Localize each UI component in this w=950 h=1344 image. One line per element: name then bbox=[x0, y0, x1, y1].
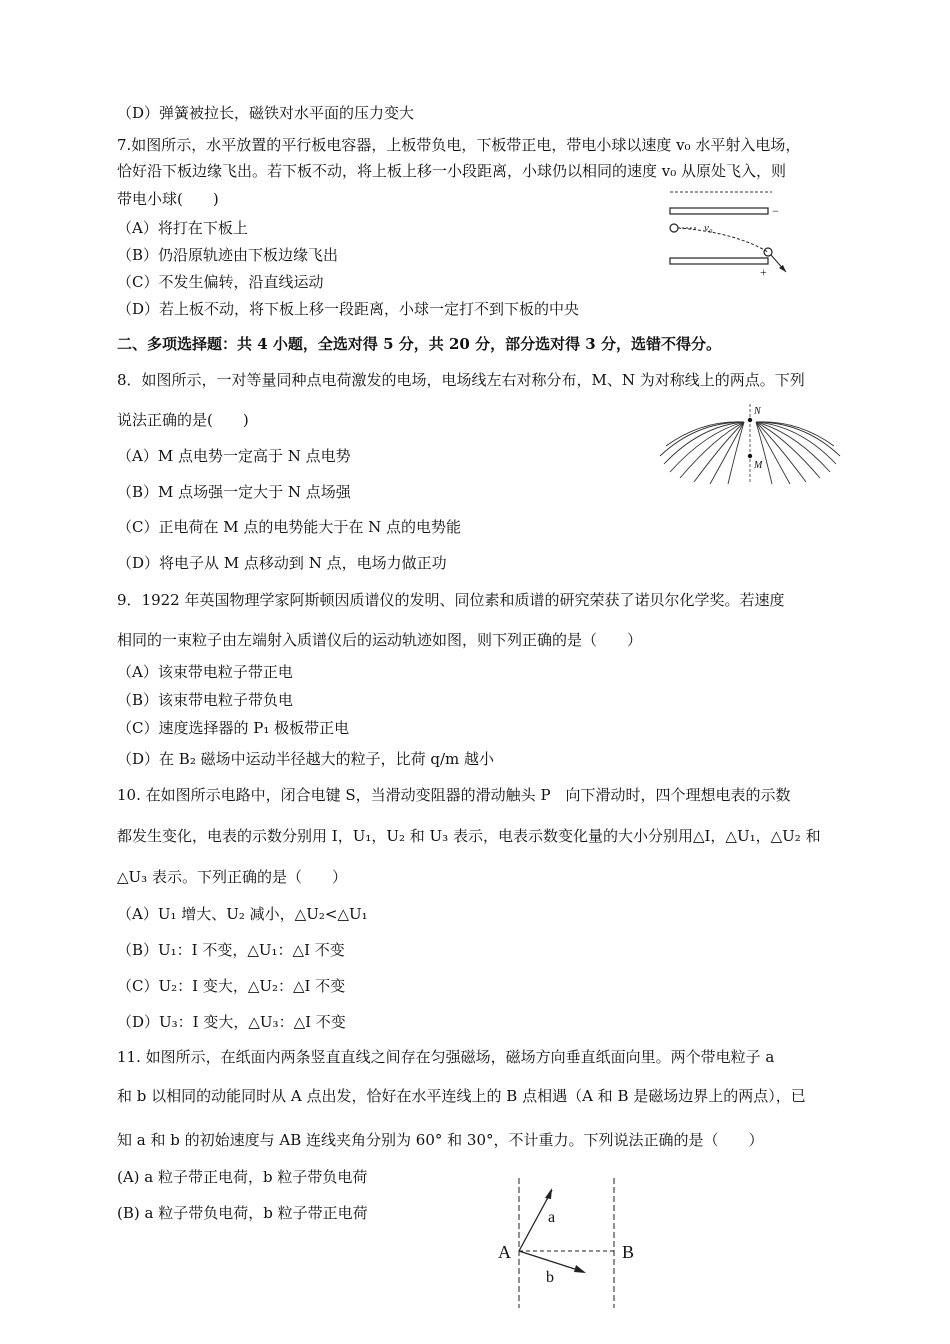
q8-option-c: （C）正电荷在 M 点的电势能大于在 N 点的电势能 bbox=[117, 518, 462, 536]
q11-stem-line-2: 和 b 以相同的动能同时从 A 点出发，恰好在水平连线上的 B 点相遇（A 和 B 是磁场边界上的两点），已 bbox=[117, 1087, 806, 1105]
section-2-heading: 二、多项选择题：共 4 小题，全选对得 5 分，共 20 分，部分选对得 3 分，选错不得分。 bbox=[117, 335, 721, 353]
q7-option-c: （C）不发生偏转，沿直线运动 bbox=[117, 273, 324, 291]
q10-stem-line-1: 10. 在如图所示电路中，闭合电键 S，当滑动变阻器的滑动触头 P 向下滑动时，四个理想电表的示数 bbox=[117, 786, 791, 804]
trajectory bbox=[678, 228, 768, 252]
q9-stem-line-2: 相同的一束粒子由左端射入质谱仪后的运动轨迹如图，则下列正确的是（ ） bbox=[117, 631, 643, 649]
q7-stem-line-1: 7.如图所示，水平放置的平行板电容器，上板带负电，下板带正电，带电小球以速度 v₀ 水平射入电场， bbox=[117, 136, 801, 154]
q10-option-b: （B）U₁：I 不变，△U₁：△I 不变 bbox=[117, 941, 345, 959]
q11-stem-line-3: 知 a 和 b 的初始速度与 AB 连线夹角分别为 60° 和 30°，不计重力。下列说法正确的是（ ） bbox=[117, 1131, 764, 1149]
label-b-vector: b bbox=[546, 1269, 554, 1286]
q6-option-d: （D）弹簧被拉长，磁铁对水平面的压力变大 bbox=[117, 104, 415, 122]
q11-stem-line-1: 11. 如图所示，在纸面内两条竖直直线之间存在匀强磁场，磁场方向垂直纸面向里。两个带电粒子 a bbox=[117, 1048, 775, 1066]
q7-option-b: （B）仍沿原轨迹由下板边缘飞出 bbox=[117, 246, 339, 264]
label-point-b: B bbox=[622, 1242, 635, 1262]
q9-option-a: （A）该束带电粒子带正电 bbox=[117, 663, 293, 681]
ball-at-edge bbox=[764, 248, 772, 256]
q7-option-d: （D）若上板不动，将下板上移一段距离，小球一定打不到下板的中央 bbox=[117, 300, 580, 318]
point-m bbox=[748, 454, 752, 458]
q9-option-d: （D）在 B₂ 磁场中运动半径越大的粒子，比荷 q/m 越小 bbox=[117, 750, 495, 768]
q7-option-a: （A）将打在下板上 bbox=[117, 219, 248, 237]
q10-option-c: （C）U₂：I 变大，△U₂：△I 不变 bbox=[117, 977, 346, 995]
v0-label: v₀ bbox=[704, 222, 713, 234]
label-point-a: A bbox=[498, 1242, 511, 1262]
upper-plate bbox=[670, 208, 768, 214]
field-lines-figure bbox=[656, 400, 846, 486]
q11-option-a: (A) a 粒子带正电荷，b 粒子带负电荷 bbox=[117, 1168, 368, 1186]
q9-option-c: （C）速度选择器的 P₁ 极板带正电 bbox=[117, 719, 350, 737]
q9-stem-line-1: 9．1922 年英国物理学家阿斯顿因质谱仪的发明、同位素和质谱的研究荣获了诺贝尔化学奖。若速度 bbox=[117, 591, 785, 609]
q8-stem-line-2: 说法正确的是( ) bbox=[117, 411, 249, 429]
q10-stem-line-3: △U₃ 表示。下列正确的是（ ） bbox=[117, 868, 347, 886]
q10-option-a: （A）U₁ 增大、U₂ 减小，△U₂<△U₁ bbox=[117, 905, 368, 923]
label-m: M bbox=[754, 460, 763, 471]
q9-option-b: （B）该束带电粒子带负电 bbox=[117, 691, 294, 709]
charged-ball bbox=[670, 224, 678, 232]
q10-stem-line-2: 都发生变化，电表的示数分别用 I，U₁，U₂ 和 U₃ 表示，电表示数变化量的大小分别用△I，△U₁，△U₂ 和 bbox=[117, 827, 821, 845]
q10-option-d: （D）U₃：I 变大，△U₃：△I 不变 bbox=[117, 1013, 346, 1031]
q8-stem-line-1: 8．如图所示，一对等量同种点电荷激发的电场，电场线左右对称分布，M、N 为对称线上的两点。下列 bbox=[117, 371, 805, 389]
q7-stem-line-3: 带电小球( ) bbox=[117, 190, 219, 208]
plus-sign: + bbox=[760, 265, 767, 278]
q8-option-d: （D）将电子从 M 点移动到 N 点，电场力做正功 bbox=[117, 554, 447, 572]
q8-option-b: （B）M 点场强一定大于 N 点场强 bbox=[117, 483, 351, 501]
q7-stem-line-2: 恰好沿下板边缘飞出。若下板不动，将上板上移一小段距离，小球仍以相同的速度 v₀ 从原处飞入，则 bbox=[117, 162, 787, 180]
capacitor-figure bbox=[664, 186, 794, 278]
label-a-vector: a bbox=[548, 1209, 556, 1226]
q11-option-b: (B) a 粒子带负电荷，b 粒子带正电荷 bbox=[117, 1204, 368, 1222]
lower-plate bbox=[670, 258, 768, 264]
q8-option-a: （A）M 点电势一定高于 N 点电势 bbox=[117, 447, 351, 465]
point-n bbox=[748, 418, 752, 422]
label-n: N bbox=[754, 406, 761, 417]
minus-sign: − bbox=[772, 204, 779, 218]
magnetic-field-figure bbox=[492, 1176, 642, 1310]
